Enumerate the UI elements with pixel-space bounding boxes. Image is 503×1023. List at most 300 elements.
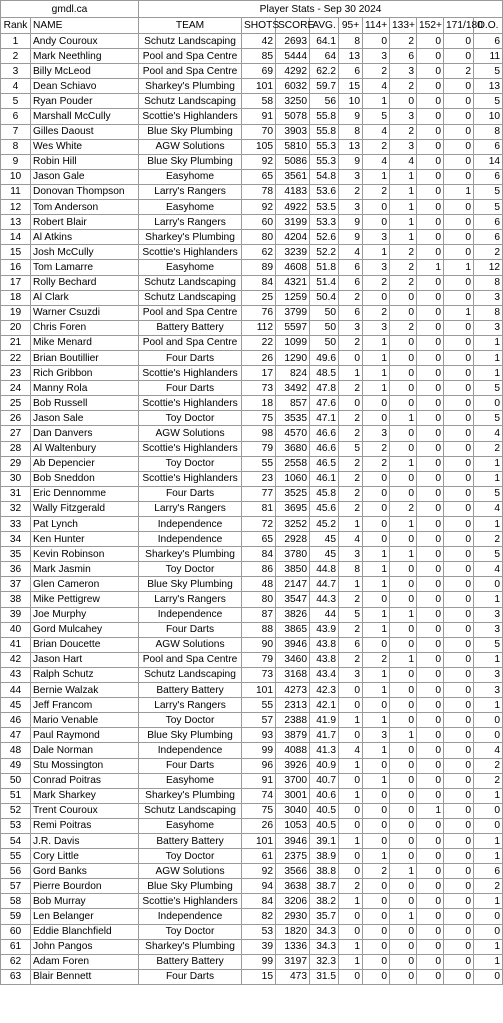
table-cell: 90 [242, 637, 276, 652]
table-cell: 0 [417, 215, 444, 230]
table-cell: 58 [1, 894, 31, 909]
table-cell: 0 [390, 803, 417, 818]
table-cell: 17 [242, 366, 276, 381]
table-cell: 0 [390, 486, 417, 501]
table-cell: 44.7 [310, 577, 339, 592]
table-cell: 55 [1, 849, 31, 864]
table-cell: 56 [1, 864, 31, 879]
table-cell: 1 [339, 713, 363, 728]
table-cell: 0 [474, 728, 503, 743]
table-cell: 1820 [276, 924, 310, 939]
table-cell: 0 [417, 788, 444, 803]
table-cell: 42.1 [310, 698, 339, 713]
table-cell: 42.3 [310, 683, 339, 698]
table-cell: 23 [242, 471, 276, 486]
table-cell: Pool and Spa Centre [139, 49, 242, 64]
table-cell: 3460 [276, 652, 310, 667]
table-cell: 96 [242, 758, 276, 773]
table-cell: Schutz Landscaping [139, 290, 242, 305]
table-row [1, 924, 503, 939]
table-cell: 1 [363, 713, 390, 728]
table-cell: 1 [363, 169, 390, 184]
table-cell: 41.9 [310, 713, 339, 728]
table-row [1, 849, 503, 864]
table-cell: 6 [474, 230, 503, 245]
table-cell: 1060 [276, 471, 310, 486]
table-cell: Four Darts [139, 381, 242, 396]
table-cell: 51.8 [310, 260, 339, 275]
table-cell: 79 [242, 441, 276, 456]
table-cell: 18 [1, 290, 31, 305]
table-cell: 3250 [276, 94, 310, 109]
table-cell: Ralph Schutz [31, 667, 139, 682]
table-cell: 31.5 [310, 969, 339, 984]
title-row [1, 1, 503, 18]
table-cell: 4 [363, 79, 390, 94]
column-header: 152+ [417, 18, 444, 34]
table-cell: 33 [1, 517, 31, 532]
table-cell: 1 [474, 471, 503, 486]
table-cell: 3547 [276, 592, 310, 607]
table-cell: 6 [339, 305, 363, 320]
table-cell: 0 [390, 667, 417, 682]
table-cell: 0 [390, 637, 417, 652]
table-cell: Dan Danvers [31, 426, 139, 441]
table-row [1, 501, 503, 516]
table-cell: 2 [363, 64, 390, 79]
table-cell: Dale Norman [31, 743, 139, 758]
table-cell: 40.6 [310, 788, 339, 803]
table-cell: 99 [242, 954, 276, 969]
table-cell: 3 [363, 260, 390, 275]
table-cell: 59.7 [310, 79, 339, 94]
table-cell: Easyhome [139, 773, 242, 788]
table-cell: 55 [242, 698, 276, 713]
table-cell: 44.8 [310, 562, 339, 577]
table-cell: 0 [390, 290, 417, 305]
table-cell: 1 [474, 833, 503, 848]
table-row [1, 698, 503, 713]
table-row [1, 94, 503, 109]
table-cell: 3252 [276, 517, 310, 532]
table-cell: 0 [339, 969, 363, 984]
table-cell: 91 [242, 109, 276, 124]
table-cell: 1 [474, 366, 503, 381]
table-cell: 4 [339, 532, 363, 547]
table-cell: Tom Lamarre [31, 260, 139, 275]
table-cell: 3826 [276, 607, 310, 622]
table-cell: 19 [1, 305, 31, 320]
table-row [1, 381, 503, 396]
table-cell: 0 [390, 969, 417, 984]
table-cell: 3 [474, 320, 503, 335]
table-cell: 4321 [276, 275, 310, 290]
table-cell: Schutz Landscaping [139, 803, 242, 818]
table-cell: 1 [390, 215, 417, 230]
table-cell: Conrad Poitras [31, 773, 139, 788]
table-cell: 1 [417, 803, 444, 818]
table-cell: 0 [444, 683, 474, 698]
table-cell: 0 [474, 803, 503, 818]
table-cell: 5 [474, 411, 503, 426]
table-cell: 0 [339, 864, 363, 879]
column-header: AVG. [310, 18, 339, 34]
table-row [1, 667, 503, 682]
table-cell: Blue Sky Plumbing [139, 728, 242, 743]
table-cell: 3561 [276, 169, 310, 184]
table-cell: Easyhome [139, 260, 242, 275]
table-cell: Easyhome [139, 818, 242, 833]
table-cell: 0 [390, 683, 417, 698]
table-cell: 73 [242, 667, 276, 682]
table-cell: 52.2 [310, 245, 339, 260]
table-cell: Stu Mossington [31, 758, 139, 773]
table-cell: 1099 [276, 335, 310, 350]
table-cell: 0 [417, 124, 444, 139]
table-cell: 0 [390, 426, 417, 441]
table-cell: Battery Battery [139, 683, 242, 698]
table-cell: 0 [417, 49, 444, 64]
table-cell: 0 [444, 381, 474, 396]
table-cell: 0 [417, 637, 444, 652]
table-cell: 4608 [276, 260, 310, 275]
table-cell: Eddie Blanchfield [31, 924, 139, 939]
table-cell: Chris Foren [31, 320, 139, 335]
table-cell: Pool and Spa Centre [139, 335, 242, 350]
table-row [1, 64, 503, 79]
table-cell: 55.8 [310, 109, 339, 124]
table-cell: Independence [139, 607, 242, 622]
table-cell: 1 [390, 547, 417, 562]
table-cell: 51 [1, 788, 31, 803]
table-cell: 53.3 [310, 215, 339, 230]
table-cell: 3 [390, 109, 417, 124]
table-cell: 0 [390, 305, 417, 320]
table-cell: 0 [390, 698, 417, 713]
table-cell: 5 [474, 94, 503, 109]
table-cell: 2 [339, 456, 363, 471]
table-cell: 74 [242, 788, 276, 803]
table-cell: 0 [417, 667, 444, 682]
table-cell: 4 [474, 562, 503, 577]
table-cell: 0 [417, 290, 444, 305]
table-cell: 57 [242, 713, 276, 728]
table-cell: 0 [417, 818, 444, 833]
table-cell: 3680 [276, 441, 310, 456]
table-cell: 0 [417, 305, 444, 320]
table-cell: Scottie's Highlanders [139, 245, 242, 260]
table-cell: 1 [363, 547, 390, 562]
table-cell: 39 [242, 939, 276, 954]
table-cell: Scottie's Highlanders [139, 396, 242, 411]
table-cell: 0 [444, 154, 474, 169]
table-cell: 62 [1, 954, 31, 969]
table-cell: 1 [390, 456, 417, 471]
table-cell: 49.6 [310, 350, 339, 365]
table-cell: 59 [1, 909, 31, 924]
table-cell: 40 [1, 622, 31, 637]
table-cell: Battery Battery [139, 833, 242, 848]
table-row [1, 562, 503, 577]
table-cell: 5 [339, 607, 363, 622]
table-cell: 4204 [276, 230, 310, 245]
table-cell: 2 [339, 879, 363, 894]
table-cell: 11 [474, 49, 503, 64]
table-cell: 1 [363, 683, 390, 698]
table-cell: 3 [363, 426, 390, 441]
table-cell: 3946 [276, 833, 310, 848]
table-row [1, 547, 503, 562]
table-cell: 53.6 [310, 184, 339, 199]
table-cell: 26 [1, 411, 31, 426]
table-cell: 0 [417, 773, 444, 788]
table-cell: 43.8 [310, 652, 339, 667]
table-row [1, 441, 503, 456]
table-cell: 0 [417, 94, 444, 109]
table-cell: 0 [444, 849, 474, 864]
table-cell: 1 [363, 773, 390, 788]
table-cell: 16 [1, 260, 31, 275]
table-cell: 8 [339, 562, 363, 577]
table-cell: 1 [339, 758, 363, 773]
table-cell: Jeff Francom [31, 698, 139, 713]
table-cell: 0 [444, 517, 474, 532]
table-cell: Battery Battery [139, 954, 242, 969]
table-cell: 0 [363, 758, 390, 773]
table-cell: 0 [363, 803, 390, 818]
table-cell: 0 [444, 788, 474, 803]
table-cell: 0 [417, 698, 444, 713]
table-cell: 3 [339, 320, 363, 335]
table-row [1, 728, 503, 743]
table-cell: 63 [1, 969, 31, 984]
table-cell: 4570 [276, 426, 310, 441]
table-cell: Rolly Bechard [31, 275, 139, 290]
table-cell: 2 [339, 486, 363, 501]
table-cell: 76 [242, 305, 276, 320]
table-cell: 3 [474, 290, 503, 305]
table-cell: 29 [1, 456, 31, 471]
table-cell: 3 [339, 169, 363, 184]
table-cell: 6 [339, 275, 363, 290]
table-cell: 1 [339, 939, 363, 954]
table-cell: 1 [390, 230, 417, 245]
table-cell: 70 [242, 124, 276, 139]
table-cell: 0 [339, 683, 363, 698]
table-cell: Wally Fitzgerald [31, 501, 139, 516]
table-cell: 1 [474, 788, 503, 803]
table-cell: 0 [444, 124, 474, 139]
table-cell: 38.2 [310, 894, 339, 909]
table-cell: 3492 [276, 381, 310, 396]
table-cell: 1 [339, 894, 363, 909]
table-cell: 4 [339, 743, 363, 758]
table-cell: 1 [444, 184, 474, 199]
table-row [1, 803, 503, 818]
table-cell: 34 [1, 532, 31, 547]
table-cell: 2 [339, 290, 363, 305]
table-cell: 47.6 [310, 396, 339, 411]
table-cell: 4922 [276, 200, 310, 215]
table-cell: 88 [242, 622, 276, 637]
table-row [1, 275, 503, 290]
table-cell: 0 [474, 909, 503, 924]
table-cell: 6 [474, 139, 503, 154]
table-cell: 0 [444, 894, 474, 909]
table-cell: 87 [242, 607, 276, 622]
table-cell: 4183 [276, 184, 310, 199]
table-cell: 1 [339, 788, 363, 803]
table-row [1, 260, 503, 275]
table-cell: 50 [310, 320, 339, 335]
table-cell: Mark Sharkey [31, 788, 139, 803]
table-cell: Schutz Landscaping [139, 34, 242, 49]
table-cell: Battery Battery [139, 320, 242, 335]
table-cell: 47 [1, 728, 31, 743]
table-row [1, 350, 503, 365]
table-cell: 2 [339, 592, 363, 607]
table-cell: 24 [1, 381, 31, 396]
table-cell: 9 [339, 154, 363, 169]
table-cell: 64.1 [310, 34, 339, 49]
column-header: 95+ [339, 18, 363, 34]
table-cell: Marshall McCully [31, 109, 139, 124]
table-cell: 53 [242, 924, 276, 939]
table-cell: 0 [339, 924, 363, 939]
table-cell: 45.8 [310, 486, 339, 501]
table-row [1, 909, 503, 924]
table-cell: 61 [1, 939, 31, 954]
table-cell: 62.2 [310, 64, 339, 79]
table-cell: 12 [474, 260, 503, 275]
table-cell: 39 [1, 607, 31, 622]
table-cell: 6 [474, 169, 503, 184]
table-cell: 2313 [276, 698, 310, 713]
table-cell: 1 [339, 833, 363, 848]
table-cell: 0 [444, 743, 474, 758]
table-cell: 6 [1, 109, 31, 124]
table-cell: 0 [417, 849, 444, 864]
table-cell: 55 [242, 456, 276, 471]
table-cell: 13 [339, 49, 363, 64]
table-cell: 75 [242, 803, 276, 818]
table-row [1, 200, 503, 215]
table-cell: 46.5 [310, 456, 339, 471]
table-cell: 6 [339, 64, 363, 79]
table-row [1, 637, 503, 652]
table-cell: 1 [474, 954, 503, 969]
table-cell: Blue Sky Plumbing [139, 154, 242, 169]
table-cell: 0 [363, 517, 390, 532]
table-cell: 5078 [276, 109, 310, 124]
table-cell: 2 [390, 320, 417, 335]
table-cell: 0 [444, 879, 474, 894]
table-cell: 84 [242, 547, 276, 562]
table-cell: 3 [363, 230, 390, 245]
table-cell: 84 [242, 894, 276, 909]
table-cell: 0 [363, 969, 390, 984]
table-cell: 0 [390, 335, 417, 350]
table-cell: 0 [417, 381, 444, 396]
table-cell: 41.7 [310, 728, 339, 743]
table-cell: 1 [339, 366, 363, 381]
table-cell: 7 [1, 124, 31, 139]
table-cell: 65 [242, 532, 276, 547]
table-cell: 0 [363, 592, 390, 607]
table-cell: Schutz Landscaping [139, 94, 242, 109]
table-cell: Pierre Bourdon [31, 879, 139, 894]
table-cell: AGW Solutions [139, 139, 242, 154]
table-cell: 5810 [276, 139, 310, 154]
table-cell: 0 [363, 34, 390, 49]
table-row [1, 366, 503, 381]
table-cell: Pool and Spa Centre [139, 64, 242, 79]
table-cell: 3 [339, 667, 363, 682]
table-cell: 0 [417, 471, 444, 486]
table-cell: 0 [444, 426, 474, 441]
table-cell: 2 [339, 184, 363, 199]
table-cell: 40.5 [310, 803, 339, 818]
column-header: NAME [31, 18, 139, 34]
table-cell: 0 [363, 290, 390, 305]
table-row [1, 773, 503, 788]
table-cell: 0 [363, 954, 390, 969]
table-cell: 0 [339, 909, 363, 924]
table-cell: 4292 [276, 64, 310, 79]
table-cell: 3566 [276, 864, 310, 879]
table-cell: Gord Banks [31, 864, 139, 879]
table-cell: 15 [242, 969, 276, 984]
table-cell: 1 [363, 849, 390, 864]
table-cell: 2 [363, 864, 390, 879]
table-cell: 0 [444, 622, 474, 637]
table-row [1, 577, 503, 592]
table-cell: 5597 [276, 320, 310, 335]
table-row [1, 788, 503, 803]
table-cell: Toy Doctor [139, 849, 242, 864]
column-header: D.O. [474, 18, 503, 34]
table-cell: 89 [242, 260, 276, 275]
table-cell: 112 [242, 320, 276, 335]
table-cell: Manny Rola [31, 381, 139, 396]
table-cell: 10 [1, 169, 31, 184]
table-cell: 2 [339, 471, 363, 486]
table-cell: 0 [390, 924, 417, 939]
table-cell: 3638 [276, 879, 310, 894]
table-cell: 0 [474, 924, 503, 939]
table-cell: 15 [1, 245, 31, 260]
table-cell: 101 [242, 79, 276, 94]
table-cell: Schutz Landscaping [139, 275, 242, 290]
table-cell: 0 [417, 169, 444, 184]
table-cell: 0 [444, 501, 474, 516]
table-cell: 0 [417, 335, 444, 350]
table-cell: 0 [444, 139, 474, 154]
table-cell: 3 [390, 139, 417, 154]
table-cell: 0 [417, 441, 444, 456]
table-cell: 0 [390, 381, 417, 396]
table-cell: 0 [444, 773, 474, 788]
table-cell: John Pangos [31, 939, 139, 954]
table-cell: 5 [474, 184, 503, 199]
table-cell: 92 [242, 154, 276, 169]
table-row [1, 139, 503, 154]
table-cell: 5444 [276, 49, 310, 64]
table-cell: 0 [417, 713, 444, 728]
table-cell: Mike Pettigrew [31, 592, 139, 607]
table-cell: 44.3 [310, 592, 339, 607]
table-cell: Blue Sky Plumbing [139, 879, 242, 894]
